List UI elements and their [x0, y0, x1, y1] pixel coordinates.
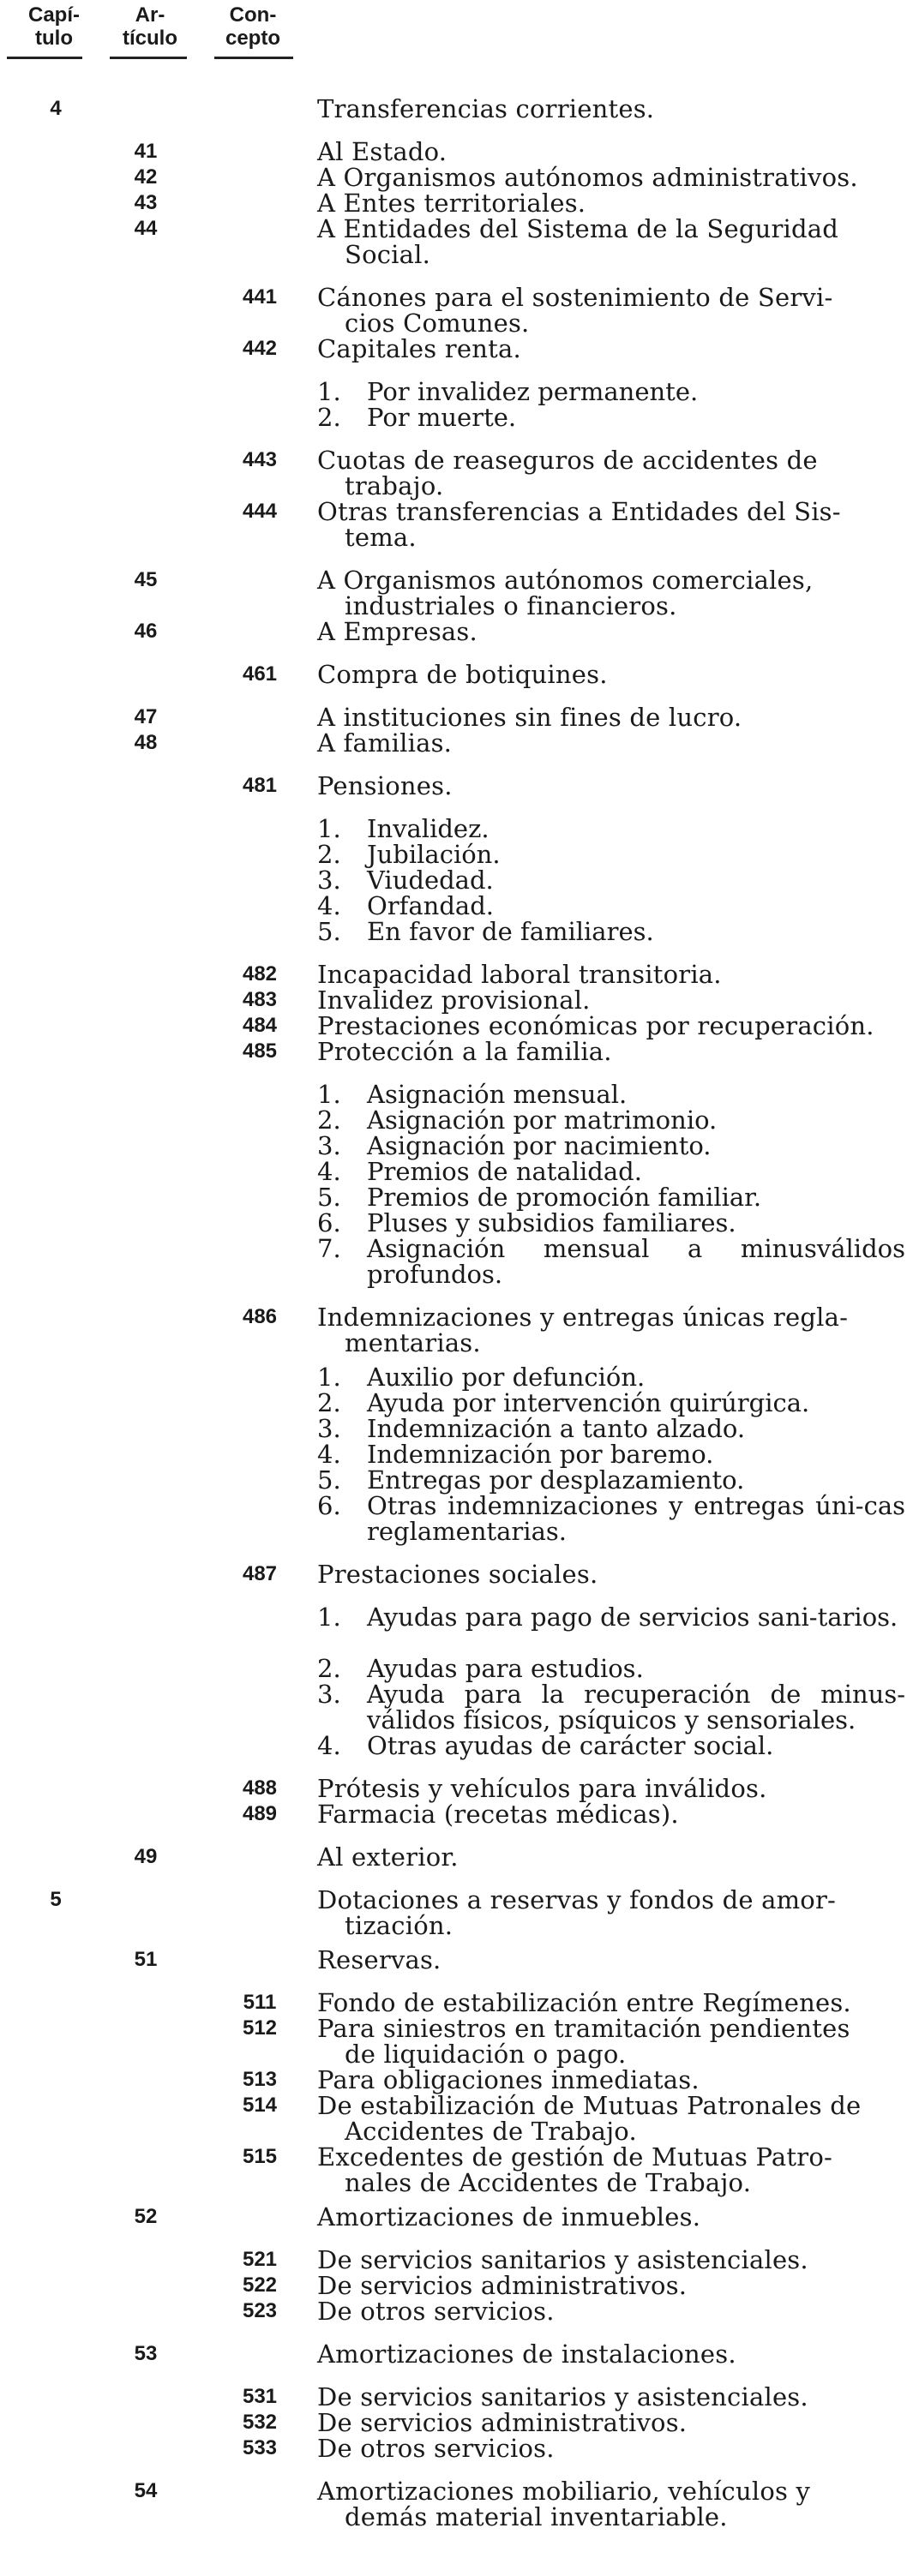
entry-text-continuation: industriales o financieros. — [345, 591, 677, 620]
entry-description — [317, 2093, 905, 2144]
sub-item-text: Asignación mensual a minusválidos profundos. — [367, 1234, 905, 1289]
entry-description — [317, 165, 905, 190]
header-rule-capitulo — [7, 57, 82, 59]
entry-text-continuation: trabajo. — [345, 471, 444, 500]
entry-text: Al exterior. — [317, 1842, 459, 1872]
sub-item-number: 2. — [317, 840, 341, 869]
concepto-code: 523 — [242, 2299, 278, 2322]
sub-item-text: Invalidez. — [367, 814, 490, 843]
entry-text: Amortizaciones de inmuebles. — [317, 2202, 701, 2232]
entry-text: Para obligaciones inmediatas. — [317, 2065, 700, 2094]
sub-item — [317, 1081, 905, 1107]
sub-item — [317, 404, 905, 430]
entry-text: De servicios sanitarios y asistenciales. — [317, 2382, 808, 2411]
sub-item-number: 6. — [317, 1208, 341, 1237]
concepto-code: 514 — [242, 2094, 278, 2117]
entry-description — [317, 2341, 905, 2367]
entry-text-continuation: tización. — [345, 1911, 453, 1940]
sub-item — [317, 1184, 905, 1210]
articulo-code: 47 — [134, 705, 158, 728]
concepto-code: 461 — [242, 662, 278, 686]
entry-text: A Empresas. — [317, 617, 478, 646]
entry-description — [317, 2298, 905, 2324]
entry-text: A instituciones sin fines de lucro. — [317, 703, 742, 732]
entry-description — [317, 1990, 905, 2016]
entry-description — [317, 447, 905, 499]
entry-description — [317, 1844, 905, 1870]
articulo-code: 45 — [134, 568, 158, 591]
concepto-code: 486 — [242, 1305, 278, 1328]
entry-description — [317, 1561, 905, 1587]
concepto-code: 511 — [243, 1991, 277, 2014]
entry-description — [317, 662, 905, 687]
sub-item — [317, 1236, 905, 1287]
sub-item — [317, 379, 905, 404]
concepto-code: 513 — [242, 2068, 278, 2091]
articulo-code: 52 — [134, 2205, 158, 2228]
sub-item-number: 4. — [317, 1731, 341, 1760]
sub-item — [317, 1107, 905, 1133]
sub-item-text: Jubilación. — [367, 840, 501, 869]
header-articulo: Ar- tículo — [123, 3, 177, 50]
entry-description — [317, 139, 905, 165]
entry-text-continuation: de liquidación o pago. — [345, 2040, 627, 2069]
sub-item-text: Indemnización por baremo. — [367, 1440, 714, 1469]
articulo-code: 48 — [134, 731, 158, 754]
capitulo-code: 4 — [50, 97, 62, 120]
entry-text: A Entidades del Sistema de la Seguridad — [317, 214, 839, 243]
articulo-code: 42 — [134, 165, 158, 189]
entry-text: Amortizaciones mobiliario, vehículos y — [317, 2477, 811, 2506]
entry-text: Al Estado. — [317, 137, 447, 166]
entry-description — [317, 2016, 905, 2067]
entry-text: Para siniestros en tramitación pendientes — [317, 2014, 850, 2043]
sub-item-text: Por muerte. — [367, 403, 517, 432]
entry-description — [317, 1013, 905, 1039]
entry-description — [317, 2410, 905, 2435]
sub-item-text: Ayuda por intervención quirúrgica. — [367, 1388, 810, 1417]
entry-description — [317, 704, 905, 730]
sub-item — [317, 1390, 905, 1416]
sub-item-text: Asignación por nacimiento. — [367, 1131, 712, 1160]
header-rule-concepto — [214, 57, 293, 59]
entry-text: Fondo de estabilización entre Regímenes. — [317, 1988, 851, 2017]
sub-item-number: 1. — [317, 814, 341, 843]
concepto-code: 484 — [242, 1014, 278, 1037]
entry-description — [317, 190, 905, 216]
entry-description — [317, 2273, 905, 2298]
entry-description — [317, 730, 905, 756]
entry-description — [317, 2144, 905, 2196]
sub-item-number: 7. — [317, 1234, 341, 1263]
concepto-code: 521 — [242, 2248, 278, 2271]
concepto-code: 532 — [242, 2411, 278, 2434]
sub-item — [317, 1656, 905, 1681]
sub-item-number: 4. — [317, 1157, 341, 1186]
entry-description — [317, 336, 905, 362]
entry-description — [317, 619, 905, 644]
concepto-code: 531 — [242, 2385, 278, 2408]
entry-description — [317, 1039, 905, 1064]
articulo-code: 43 — [134, 191, 158, 214]
entry-description — [317, 987, 905, 1013]
sub-item-text: Indemnización a tanto alzado. — [367, 1414, 746, 1443]
entry-text: Dotaciones a reservas y fondos de amor- — [317, 1885, 837, 1914]
entry-text-continuation: tema. — [345, 523, 417, 552]
sub-item-text: Ayudas para pago de servicios sani-tarios. — [367, 1603, 898, 1632]
entry-description — [317, 1947, 905, 1973]
sub-item — [317, 1604, 905, 1630]
sub-item-number: 2. — [317, 1105, 341, 1135]
articulo-code: 41 — [134, 140, 158, 163]
concepto-code: 483 — [242, 988, 278, 1011]
sub-item — [317, 842, 905, 867]
sub-item — [317, 893, 905, 919]
entry-text: De servicios administrativos. — [317, 2408, 688, 2437]
sub-item-number: 2. — [317, 403, 341, 432]
sub-item-number: 3. — [317, 1414, 341, 1443]
entry-text-continuation: Social. — [345, 240, 431, 269]
entry-description — [317, 1304, 905, 1356]
sub-item-text: Orfandad. — [367, 891, 494, 920]
sub-item — [317, 1364, 905, 1390]
entry-text: Amortizaciones de instalaciones. — [317, 2339, 736, 2369]
sub-item — [317, 1681, 905, 1733]
entry-text: Excedentes de gestión de Mutuas Patro- — [317, 2142, 832, 2172]
entry-text-continuation: Accidentes de Trabajo. — [345, 2117, 637, 2146]
entry-text-continuation: nales de Accidentes de Trabajo. — [345, 2168, 752, 2197]
entry-description — [317, 2435, 905, 2461]
sub-item — [317, 919, 905, 944]
header-rule-articulo — [110, 57, 187, 59]
sub-item-text: Pluses y subsidios familiares. — [367, 1208, 736, 1237]
entry-text: A familias. — [317, 728, 453, 758]
entry-description — [317, 1776, 905, 1801]
entry-text: Compra de botiquines. — [317, 660, 608, 689]
articulo-code: 51 — [134, 1948, 158, 1971]
entry-text: Prótesis y vehículos para inválidos. — [317, 1774, 767, 1803]
entry-description — [317, 285, 905, 336]
sub-item-text: Otras ayudas de carácter social. — [367, 1731, 774, 1760]
sub-item-text: Ayudas para estudios. — [367, 1654, 644, 1683]
entry-text: De servicios sanitarios y asistenciales. — [317, 2245, 808, 2274]
entry-text: Otras transferencias a Entidades del Sis- — [317, 497, 841, 526]
entry-text: Reservas. — [317, 1945, 441, 1974]
entry-description — [317, 2204, 905, 2230]
entry-text: De servicios administrativos. — [317, 2271, 688, 2300]
sub-item — [317, 1441, 905, 1467]
concepto-code: 489 — [242, 1802, 278, 1825]
sub-item-text: Otras indemnizaciones y entregas úni-cas reglamentarias. — [367, 1491, 905, 1546]
entry-text: Incapacidad laboral transitoria. — [317, 960, 722, 989]
sub-item-text: Ayuda para la recuperación de minus-válidos físicos, psíquicos y sensoriales. — [367, 1680, 905, 1734]
concepto-code: 515 — [242, 2145, 278, 2168]
entry-description — [317, 2247, 905, 2273]
entry-description — [317, 96, 905, 122]
entry-text: Capitales renta. — [317, 334, 521, 363]
concepto-code: 522 — [242, 2273, 278, 2297]
entry-description — [317, 1801, 905, 1827]
entry-description — [317, 773, 905, 799]
sub-item — [317, 1133, 905, 1159]
entry-text: A Organismos autónomos comerciales, — [317, 566, 814, 595]
entry-text: A Organismos autónomos administrativos. — [317, 163, 858, 192]
header-concepto: Con- cepto — [225, 3, 280, 50]
entry-text-continuation: mentarias. — [345, 1328, 481, 1357]
sub-item-number: 1. — [317, 1080, 341, 1109]
capitulo-code: 5 — [50, 1888, 62, 1911]
sub-item — [317, 816, 905, 842]
sub-item — [317, 1416, 905, 1441]
sub-item — [317, 1210, 905, 1236]
entry-text: Cuotas de reaseguros de accidentes de — [317, 446, 818, 475]
concepto-code: 482 — [242, 962, 278, 985]
sub-item-number: 5. — [317, 917, 341, 946]
sub-item-text: Entregas por desplazamiento. — [367, 1465, 745, 1495]
entry-text: Pensiones. — [317, 771, 453, 800]
sub-item-text: Asignación mensual. — [367, 1080, 628, 1109]
sub-item-number: 4. — [317, 891, 341, 920]
entry-text: Indemnizaciones y entregas únicas regla- — [317, 1303, 849, 1332]
sub-item-text: Viudedad. — [367, 866, 494, 895]
sub-item-number: 3. — [317, 1680, 341, 1709]
entry-text: Transferencias corrientes. — [317, 94, 655, 123]
sub-item-number: 1. — [317, 1603, 341, 1632]
sub-item-number: 3. — [317, 866, 341, 895]
entry-text: De otros servicios. — [317, 2434, 555, 2463]
articulo-code: 54 — [134, 2479, 158, 2502]
sub-item-text: Auxilio por defunción. — [367, 1363, 646, 1392]
sub-item-text: Premios de natalidad. — [367, 1157, 642, 1186]
entry-text-continuation: demás material inventariable. — [345, 2502, 728, 2531]
sub-item-number: 5. — [317, 1183, 341, 1212]
sub-item — [317, 867, 905, 893]
concepto-code: 512 — [242, 2016, 278, 2040]
entry-description — [317, 216, 905, 267]
sub-item-number: 4. — [317, 1440, 341, 1469]
sub-item-text: Asignación por matrimonio. — [367, 1105, 718, 1135]
concepto-code: 444 — [242, 500, 278, 523]
sub-item-number: 6. — [317, 1491, 341, 1520]
sub-item-number: 1. — [317, 1363, 341, 1392]
sub-item-text: Premios de promoción familiar. — [367, 1183, 762, 1212]
entry-description — [317, 567, 905, 619]
entry-text: Farmacia (recetas médicas). — [317, 1800, 679, 1829]
sub-item — [317, 1159, 905, 1184]
sub-item-number: 1. — [317, 377, 341, 406]
concepto-code: 481 — [242, 774, 278, 797]
sub-item — [317, 1733, 905, 1758]
entry-description — [317, 1887, 905, 1938]
header-capitulo: Capí- tulo — [28, 3, 80, 50]
entry-text: A Entes territoriales. — [317, 189, 586, 218]
sub-item-number: 3. — [317, 1131, 341, 1160]
entry-text: De estabilización de Mutuas Patronales de — [317, 2091, 862, 2120]
entry-description — [317, 2384, 905, 2410]
concepto-code: 443 — [242, 448, 278, 471]
sub-item-text: En favor de familiares. — [367, 917, 654, 946]
concepto-code: 533 — [242, 2436, 278, 2459]
entry-text: Invalidez provisional. — [317, 985, 591, 1015]
entry-text: Cánones para el sostenimiento de Servi- — [317, 283, 833, 312]
concepto-code: 487 — [242, 1562, 278, 1585]
concepto-code: 441 — [242, 285, 278, 309]
entry-description — [317, 962, 905, 987]
articulo-code: 49 — [134, 1845, 158, 1868]
entry-text-continuation: cios Comunes. — [345, 309, 530, 338]
articulo-code: 44 — [134, 217, 158, 240]
entry-description — [317, 499, 905, 550]
entry-text: Prestaciones económicas por recuperación. — [317, 1011, 874, 1040]
sub-item-number: 5. — [317, 1465, 341, 1495]
entry-description — [317, 2478, 905, 2530]
concepto-code: 442 — [242, 337, 278, 360]
entry-text: Prestaciones sociales. — [317, 1560, 598, 1589]
sub-item-number: 2. — [317, 1654, 341, 1683]
concepto-code: 488 — [242, 1776, 278, 1800]
articulo-code: 46 — [134, 620, 158, 643]
sub-item — [317, 1493, 905, 1544]
entry-text: De otros servicios. — [317, 2297, 555, 2326]
sub-item — [317, 1467, 905, 1493]
entry-description — [317, 2067, 905, 2093]
entry-text: Protección a la familia. — [317, 1037, 612, 1066]
sub-item-text: Por invalidez permanente. — [367, 377, 699, 406]
sub-item-number: 2. — [317, 1388, 341, 1417]
articulo-code: 53 — [134, 2342, 158, 2365]
concepto-code: 485 — [242, 1039, 278, 1063]
